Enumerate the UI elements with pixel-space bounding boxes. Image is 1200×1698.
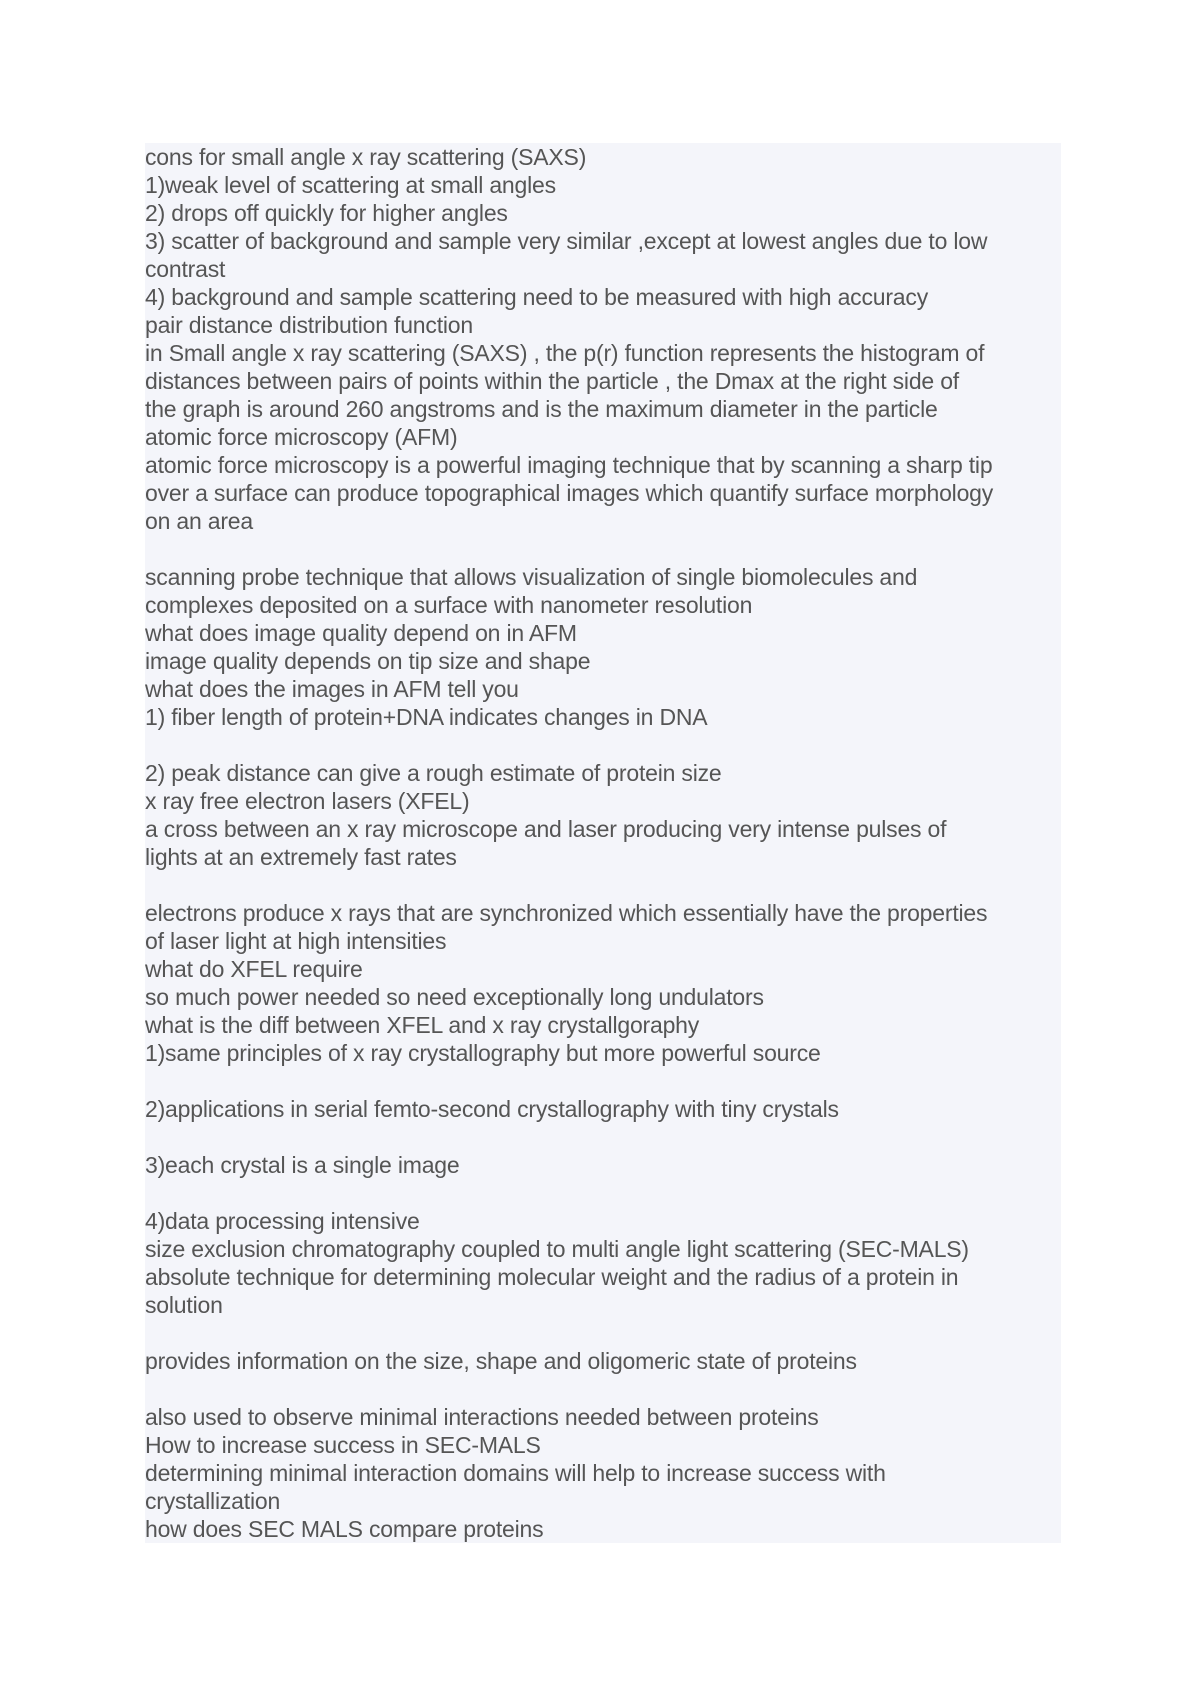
blank-line — [145, 1123, 1061, 1151]
text-line: so much power needed so need exceptionally long undulators — [145, 984, 764, 1010]
text-line: 2) drops off quickly for higher angles — [145, 200, 508, 226]
text-line: 3) scatter of background and sample very similar ,except at lowest angles due to low — [145, 228, 988, 254]
text-line: 1)same principles of x ray crystallography but more powerful source — [145, 1040, 821, 1066]
text-line: 4)data processing intensive — [145, 1208, 420, 1234]
notes-text-block — [145, 143, 1061, 1543]
text-line: How to increase success in SEC-MALS — [145, 1432, 541, 1458]
text-line: what is the diff between XFEL and x ray crystallgoraphy — [145, 1012, 700, 1038]
text-line: 1)weak level of scattering at small angles — [145, 172, 556, 198]
blank-line — [145, 1319, 1061, 1347]
text-line: crystallization — [145, 1488, 281, 1514]
text-line: 3)each crystal is a single image — [145, 1152, 460, 1178]
text-line: what does the images in AFM tell you — [145, 676, 519, 702]
text-line: solution — [145, 1292, 223, 1318]
text-line: in Small angle x ray scattering (SAXS) , the p(r) function represents the histogram of — [145, 340, 985, 366]
text-line: pair distance distribution function — [145, 312, 473, 338]
text-line: atomic force microscopy is a powerful imaging technique that by scanning a sharp tip — [145, 452, 993, 478]
text-line: cons for small angle x ray scattering (SAXS) — [145, 144, 587, 170]
blank-line — [145, 1067, 1061, 1095]
text-line: 2)applications in serial femto-second crystallography with tiny crystals — [145, 1096, 839, 1122]
text-line: scanning probe technique that allows visualization of single biomolecules and — [145, 564, 918, 590]
text-line: a cross between an x ray microscope and laser producing very intense pulses of — [145, 816, 947, 842]
text-line: distances between pairs of points within the particle , the Dmax at the right side of — [145, 368, 959, 394]
text-line: 4) background and sample scattering need to be measured with high accuracy — [145, 284, 929, 310]
text-line: the graph is around 260 angstroms and is the maximum diameter in the particle — [145, 396, 938, 422]
text-line: electrons produce x rays that are synchronized which essentially have the properties — [145, 900, 988, 926]
text-line: provides information on the size, shape and oligomeric state of proteins — [145, 1348, 857, 1374]
text-line: of laser light at high intensities — [145, 928, 447, 954]
text-line: contrast — [145, 256, 226, 282]
text-line: what do XFEL require — [145, 956, 363, 982]
text-line: image quality depends on tip size and shape — [145, 648, 591, 674]
text-line: over a surface can produce topographical images which quantify surface morphology — [145, 480, 994, 506]
text-line: lights at an extremely fast rates — [145, 844, 457, 870]
blank-line — [145, 871, 1061, 899]
text-line: atomic force microscopy (AFM) — [145, 424, 458, 450]
blank-line — [145, 731, 1061, 759]
blank-line — [145, 535, 1061, 563]
text-line: determining minimal interaction domains will help to increase success with — [145, 1460, 886, 1486]
blank-line — [145, 1179, 1061, 1207]
text-line: absolute technique for determining molecular weight and the radius of a protein in — [145, 1264, 959, 1290]
text-line: complexes deposited on a surface with nanometer resolution — [145, 592, 753, 618]
blank-line — [145, 1375, 1061, 1403]
text-line: x ray free electron lasers (XFEL) — [145, 788, 470, 814]
text-line: what does image quality depend on in AFM — [145, 620, 577, 646]
text-line: 1) fiber length of protein+DNA indicates changes in DNA — [145, 704, 708, 730]
text-line: how does SEC MALS compare proteins — [145, 1516, 544, 1542]
text-line: size exclusion chromatography coupled to multi angle light scattering (SEC-MALS) — [145, 1236, 969, 1262]
text-line: on an area — [145, 508, 253, 534]
text-line: also used to observe minimal interactions needed between proteins — [145, 1404, 819, 1430]
text-line: 2) peak distance can give a rough estimate of protein size — [145, 760, 722, 786]
